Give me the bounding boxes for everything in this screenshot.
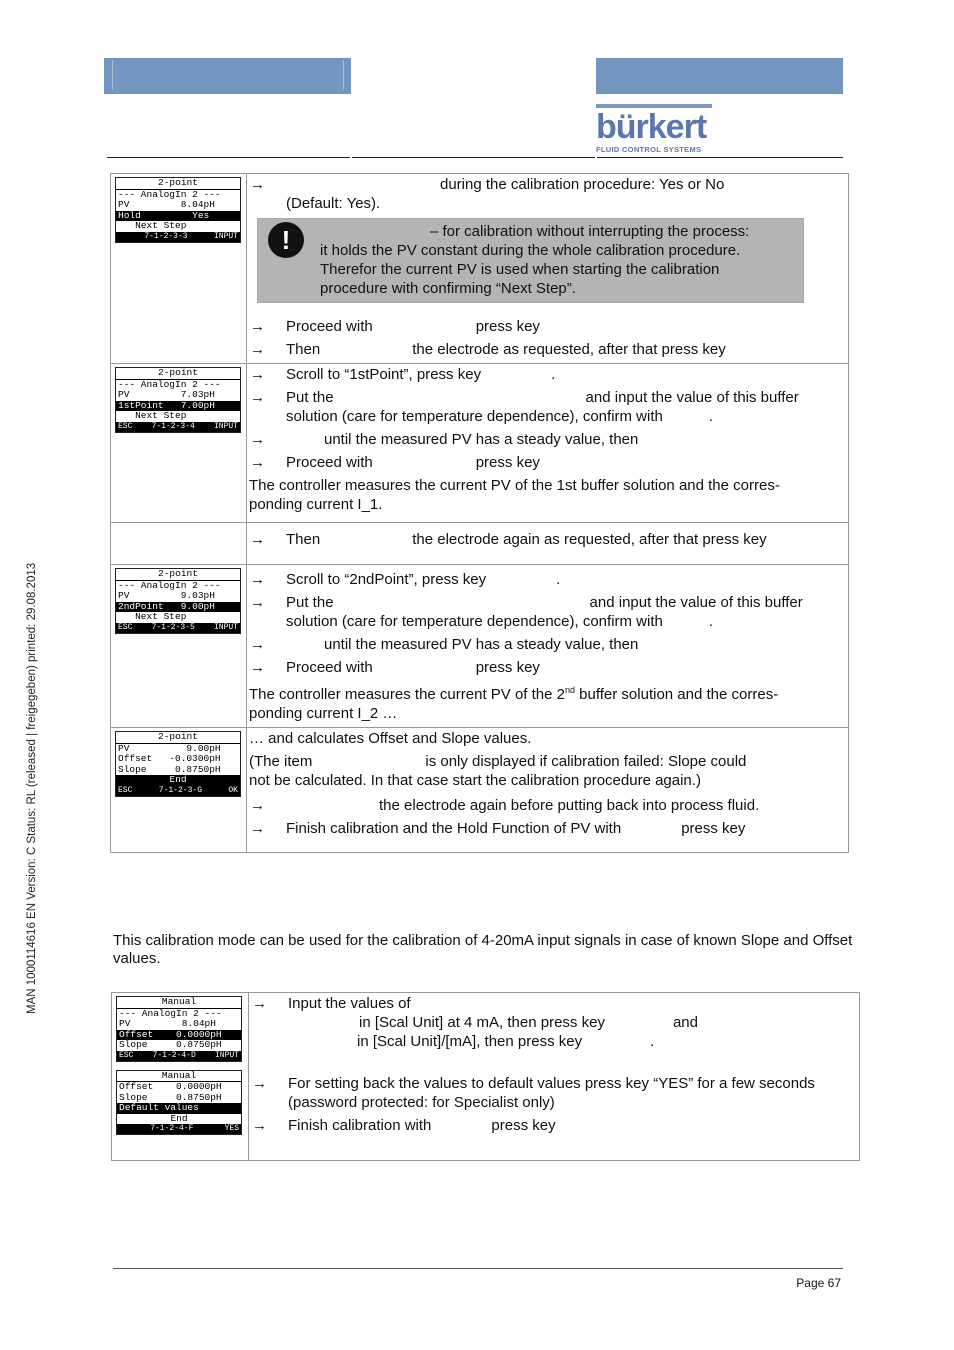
lcd-footer	[116, 623, 240, 633]
lcd-line: Slope 0.8750pH	[118, 764, 221, 775]
lcd-line-selected: Offset 0.0000pH	[117, 1030, 241, 1041]
list-item: → Proceed with press key	[250, 318, 540, 335]
list-item: → Scroll to “1stPoint”, press key .	[250, 366, 556, 383]
lcd-line-selected: Default values	[117, 1103, 241, 1114]
arrow-icon: →	[252, 995, 267, 1012]
arrow-icon: →	[250, 820, 265, 837]
paragraph: not be calculated. In that case start the calibration procedure again.)	[249, 772, 701, 789]
list-item: → Then the electrode again as requested, after that press key	[250, 531, 767, 548]
lcd-title: 2-point	[116, 178, 240, 190]
list-item: → Proceed with press key	[250, 454, 540, 471]
page-number: Page 67	[796, 1276, 841, 1290]
list-item: → For setting back the values to default values press key “YES” for a few seconds	[252, 1075, 815, 1092]
logo-wordmark: bürkert	[596, 108, 707, 146]
table-row	[111, 174, 849, 364]
lcd-screen-2ndpoint	[115, 568, 241, 634]
arrow-icon: →	[250, 454, 265, 471]
paragraph: (The item is only displayed if calibration failed: Slope could	[249, 753, 747, 770]
paragraph: ponding current I_1.	[249, 496, 383, 513]
lcd-line-selected: Hold Yes	[116, 211, 240, 222]
arrow-icon: →	[252, 1075, 267, 1092]
buerkert-logo	[596, 104, 718, 154]
arrow-icon: →	[250, 176, 265, 193]
table-row	[111, 523, 849, 565]
header-rule	[597, 157, 843, 158]
list-item: → Then the electrode as requested, after that press key	[250, 341, 726, 358]
warning-note	[257, 218, 804, 303]
lcd-softkey-right: INPUT	[213, 231, 238, 241]
lcd-footer	[116, 422, 240, 432]
arrow-icon: →	[250, 531, 265, 548]
lcd-menu-code: 7-1-2-3-G	[158, 785, 202, 795]
table-row	[111, 728, 849, 853]
lcd-line: --- AnalogIn 2 ---	[119, 1008, 222, 1019]
arrow-icon: →	[250, 366, 265, 383]
two-point-calibration-table	[110, 173, 849, 853]
lcd-title: 2-point	[116, 569, 240, 581]
list-item: → Proceed with press key	[250, 659, 540, 676]
note-text: – for calibration without interrupting the process:	[430, 223, 750, 240]
lcd-line: Next Step	[118, 221, 187, 231]
list-item: → until the measured PV has a steady value, then	[250, 431, 639, 448]
lcd-title: 2-point	[116, 732, 240, 744]
note-text: it holds the PV constant during the whole calibration procedure.	[320, 242, 741, 259]
header-rule	[107, 157, 350, 158]
arrow-icon: →	[252, 1117, 267, 1134]
paragraph: … and calculates Offset and Slope values.	[249, 730, 532, 747]
lcd-line: PV 8.04pH	[118, 200, 215, 210]
list-item: → Finish calibration with press key	[252, 1117, 556, 1134]
header-bar-left	[104, 58, 351, 94]
lcd-menu-code: 7-1-2-3-5	[151, 622, 195, 632]
arrow-icon: →	[250, 318, 265, 335]
header-bar-accent	[112, 60, 113, 90]
lcd-line: Next Step	[118, 612, 187, 622]
lcd-line-selected: 2ndPoint 9.00pH	[116, 602, 240, 613]
lcd-line: Offset -0.0300pH	[118, 754, 221, 764]
header-bar-right	[596, 58, 843, 94]
lcd-footer	[117, 1124, 241, 1134]
lcd-line: --- AnalogIn 2 ---	[118, 580, 221, 591]
lcd-line: Slope 0.8750pH	[119, 1092, 222, 1103]
header-bar-accent	[343, 60, 344, 90]
lcd-line: PV 9.03pH	[118, 591, 215, 601]
lcd-menu-code: 7-1-2-3-4	[151, 421, 195, 431]
note-text: procedure with confirming “Next Step”.	[320, 280, 576, 297]
list-item: → during the calibration procedure: Yes or No	[250, 176, 725, 193]
arrow-icon: →	[250, 636, 265, 653]
list-item: → until the measured PV has a steady value, then	[250, 636, 639, 653]
list-item: → Finish calibration and the Hold Function of PV with press key	[250, 820, 746, 837]
footer-rule	[113, 1268, 843, 1269]
lcd-softkey-right: INPUT	[213, 421, 238, 431]
lcd-softkey-right: OK	[228, 785, 238, 795]
list-item: → Scroll to “2ndPoint”, press key .	[250, 571, 561, 588]
lcd-title: 2-point	[116, 368, 240, 380]
note-text: Therefor the current PV is used when starting the calibration	[320, 261, 720, 278]
lcd-line: Slope 0.8750pH	[119, 1040, 222, 1050]
arrow-icon: →	[250, 431, 265, 448]
arrow-icon: →	[250, 571, 265, 588]
lcd-softkey-left: ESC	[119, 1050, 134, 1060]
lcd-screen-1stpoint	[115, 367, 241, 433]
lcd-menu-code: 7-1-2-4-F	[150, 1124, 194, 1133]
lcd-line: PV 9.00pH	[118, 743, 221, 754]
lcd-screen-manual-default	[116, 1070, 242, 1136]
lcd-softkey-right: INPUT	[213, 622, 238, 632]
paragraph: The controller measures the current PV of the 1st buffer solution and the corres-	[249, 477, 780, 494]
lcd-title: Manual	[117, 1071, 241, 1083]
lcd-title: Manual	[117, 997, 241, 1009]
logo-subtitle: FLUID CONTROL SYSTEMS	[596, 145, 702, 154]
lcd-line: PV 8.04pH	[119, 1019, 216, 1029]
manual-calibration-intro: This calibration mode can be used for the calibration of 4-20mA input signals in case of known Slope and Offset values.	[113, 932, 853, 967]
arrow-icon: →	[250, 341, 265, 358]
lcd-menu-code: 7-1-2-4-D	[152, 1050, 196, 1060]
exclamation-icon: !	[268, 222, 304, 258]
paragraph: The controller measures the current PV of the 2nd buffer solution and the corres-	[249, 685, 779, 703]
manual-calibration-table	[111, 992, 860, 1161]
list-item-continuation: (Default: Yes).	[286, 195, 381, 212]
arrow-icon: →	[250, 389, 265, 406]
lcd-line: PV 7.03pH	[118, 390, 215, 400]
lcd-softkey-left: ESC	[118, 421, 133, 431]
table-row: 2-point --- AnalogIn 2 --- PV 7.03pH 1stPoint 7.00pH Next Step ESC 7-1-2-3-4 INPUT → Scroll to “1stPoint”, press key . → Put the and input the value of this buffer solution (care for temperature dependence), confirm with . → until the measured PV has a steady value, then → Proceed with press key The controller measures the current PV of the 1st buffer solution and the corres- ponding current I_1.	[111, 364, 849, 523]
lcd-footer	[117, 1051, 241, 1061]
lcd-screen-result	[115, 731, 241, 797]
header-rule	[352, 157, 595, 158]
lcd-line-selected: 1stPoint 7.00pH	[116, 401, 240, 412]
lcd-line: Next Step	[118, 411, 187, 421]
lcd-screen-hold	[115, 177, 241, 243]
list-item: → Put the and input the value of this buffer	[250, 389, 799, 406]
lcd-line: --- AnalogIn 2 ---	[118, 379, 221, 390]
lcd-line: End	[170, 1113, 188, 1124]
list-item: → Put the and input the value of this buffer	[250, 594, 803, 611]
lcd-softkey-right: YES	[224, 1124, 239, 1133]
table-row: Manual --- AnalogIn 2 --- PV 8.04pH Offset 0.0000pH Slope 0.8750pH ESC 7-1-2-4-D INPUT Manual Offset 0.0000pH Slope 0.8750pH Default values End 7-1-2-4-F YES → Input the values of in [Scal Unit] at 4 mA, then press key and in [Scal Unit]/[mA], then press key . → For setting back the values to default values press key “YES” for a few seconds (password protected: for Specialist only) → Finish calibration with press key	[112, 993, 860, 1161]
table-row: 2-point --- AnalogIn 2 --- PV 9.03pH 2ndPoint 9.00pH Next Step ESC 7-1-2-3-5 INPUT → Scroll to “2ndPoint”, press key . → Put the and input the value of this buffer solution (care for temperature dependence), confirm with . → until the measured PV has a steady value, then → Proceed with press key The controller measures the current PV of the 2nd buffer solution and the corres- ponding current I_2 …	[111, 565, 849, 728]
document-status-sidebar: MAN 1000114616 EN Version: C Status: RL (released | freigegeben) printed: 29.08.2013	[26, 562, 38, 1014]
lcd-softkey-left: ESC	[118, 785, 133, 795]
lcd-softkey-right: INPUT	[214, 1050, 239, 1060]
arrow-icon: →	[250, 594, 265, 611]
list-item: → Input the values of	[252, 995, 411, 1012]
arrow-icon: →	[250, 797, 265, 814]
lcd-line-selected: End	[116, 775, 240, 786]
lcd-footer	[116, 232, 240, 242]
lcd-screen-manual	[116, 996, 242, 1062]
list-item: → the electrode again before putting back into process fluid.	[250, 797, 760, 814]
lcd-menu-code: 7-1-2-3-3	[144, 231, 188, 241]
lcd-line: --- AnalogIn 2 ---	[118, 189, 221, 200]
lcd-softkey-left: ESC	[118, 622, 133, 632]
paragraph: ponding current I_2 …	[249, 705, 398, 722]
arrow-icon: →	[250, 659, 265, 676]
lcd-footer	[116, 786, 240, 796]
lcd-line: Offset 0.0000pH	[119, 1082, 222, 1092]
